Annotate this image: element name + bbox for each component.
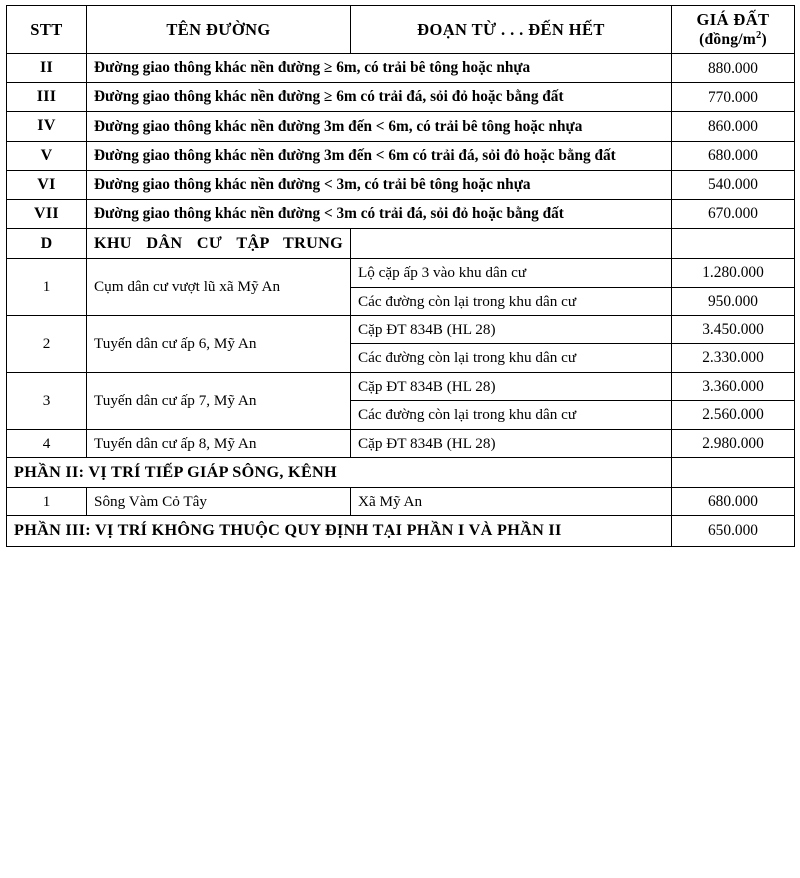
row-segment: Các đường còn lại trong khu dân cư — [351, 344, 672, 372]
table-row — [7, 112, 795, 141]
row-stt: VI — [7, 170, 87, 199]
row-river-name: Sông Vàm Cỏ Tây — [87, 488, 351, 516]
row-price: 3.450.000 — [672, 315, 795, 343]
row-price: 1.280.000 — [672, 259, 795, 287]
row-stt: 1 — [7, 488, 87, 516]
row-area-name: Tuyến dân cư ấp 8, Mỹ An — [87, 429, 351, 457]
row-price: 860.000 — [672, 112, 795, 141]
row-price: 950.000 — [672, 287, 795, 315]
row-price: 670.000 — [672, 199, 795, 228]
row-stt: V — [7, 141, 87, 170]
table-row — [7, 54, 795, 83]
row-area-name: Tuyến dân cư ấp 7, Mỹ An — [87, 372, 351, 429]
column-header-land-price — [672, 6, 795, 54]
row-price: 3.360.000 — [672, 372, 795, 400]
section-d-header-row — [7, 229, 795, 259]
land-price-table — [6, 5, 795, 547]
row-stt: 3 — [7, 372, 87, 429]
row-price: 540.000 — [672, 170, 795, 199]
row-price: 2.980.000 — [672, 429, 795, 457]
column-header-stt: STT — [7, 6, 87, 54]
table-body — [7, 54, 795, 546]
land-price-unit: $(đồng/m^2)$ — [699, 29, 767, 49]
row-stt: II — [7, 54, 87, 83]
section-phan3-row — [7, 516, 795, 546]
row-segment: Các đường còn lại trong khu dân cư — [351, 401, 672, 429]
section-phan2-title: PHẦN II: VỊ TRÍ TIẾP GIÁP SÔNG, KÊNH — [7, 457, 672, 487]
table-row — [7, 170, 795, 199]
section-d-title: KHU DÂN CƯ TẬP TRUNG — [87, 229, 351, 259]
row-stt: 1 — [7, 259, 87, 316]
table-row — [7, 199, 795, 228]
row-stt: VII — [7, 199, 87, 228]
section-d-price-empty — [672, 229, 795, 259]
row-stt: IV — [7, 112, 87, 141]
column-header-street-name: TÊN ĐƯỜNG — [87, 6, 351, 54]
row-price: 2.330.000 — [672, 344, 795, 372]
row-description: Đường giao thông khác nền đường ≥ 6m, có trải bê tông hoặc nhựa — [87, 54, 672, 83]
row-description: Đường giao thông khác nền đường < 3m, có trải bê tông hoặc nhựa — [87, 170, 672, 199]
land-price-label: GIÁ ĐẤT — [696, 10, 770, 29]
row-price: 680.000 — [672, 141, 795, 170]
section-phan3-price: 650.000 — [672, 516, 795, 546]
row-area-name: Cụm dân cư vượt lũ xã Mỹ An — [87, 259, 351, 316]
table-row — [7, 315, 795, 343]
row-area-name: Tuyến dân cư ấp 6, Mỹ An — [87, 315, 351, 372]
section-phan2-price-empty — [672, 457, 795, 487]
row-segment: Cặp ĐT 834B (HL 28) — [351, 372, 672, 400]
table-row — [7, 488, 795, 516]
table-row — [7, 83, 795, 112]
section-phan2-header-row — [7, 457, 795, 487]
table-row — [7, 141, 795, 170]
row-segment: Các đường còn lại trong khu dân cư — [351, 287, 672, 315]
section-d-stt: D — [7, 229, 87, 259]
row-segment: Xã Mỹ An — [351, 488, 672, 516]
table-row — [7, 372, 795, 400]
table-row — [7, 429, 795, 457]
row-description: Đường giao thông khác nền đường 3m đến < 6m có trải đá, sỏi đỏ hoặc bằng đất — [87, 141, 672, 170]
row-segment: Lộ cặp ấp 3 vào khu dân cư — [351, 259, 672, 287]
row-stt: 2 — [7, 315, 87, 372]
column-header-segment: ĐOẠN TỪ . . . ĐẾN HẾT — [351, 6, 672, 54]
row-segment: Cặp ĐT 834B (HL 28) — [351, 315, 672, 343]
row-stt: III — [7, 83, 87, 112]
row-price: 680.000 — [672, 488, 795, 516]
row-description: Đường giao thông khác nền đường < 3m có trải đá, sỏi đỏ hoặc bằng đất — [87, 199, 672, 228]
section-d-segment-empty — [351, 229, 672, 259]
table-header — [7, 6, 795, 54]
row-description: Đường giao thông khác nền đường ≥ 6m có trải đá, sỏi đỏ hoặc bằng đất — [87, 83, 672, 112]
row-description: Đường giao thông khác nền đường 3m đến < 6m, có trải bê tông hoặc nhựa — [87, 112, 672, 141]
row-price: 880.000 — [672, 54, 795, 83]
square-meter-superscript: 2 — [755, 29, 762, 41]
row-price: 770.000 — [672, 83, 795, 112]
header-row — [7, 6, 795, 54]
section-phan3-title: PHẦN III: VỊ TRÍ KHÔNG THUỘC QUY ĐỊNH TẠI PHẦN I VÀ PHẦN II — [7, 516, 672, 546]
row-stt: 4 — [7, 429, 87, 457]
row-price: 2.560.000 — [672, 401, 795, 429]
row-segment: Cặp ĐT 834B (HL 28) — [351, 429, 672, 457]
table-row — [7, 259, 795, 287]
